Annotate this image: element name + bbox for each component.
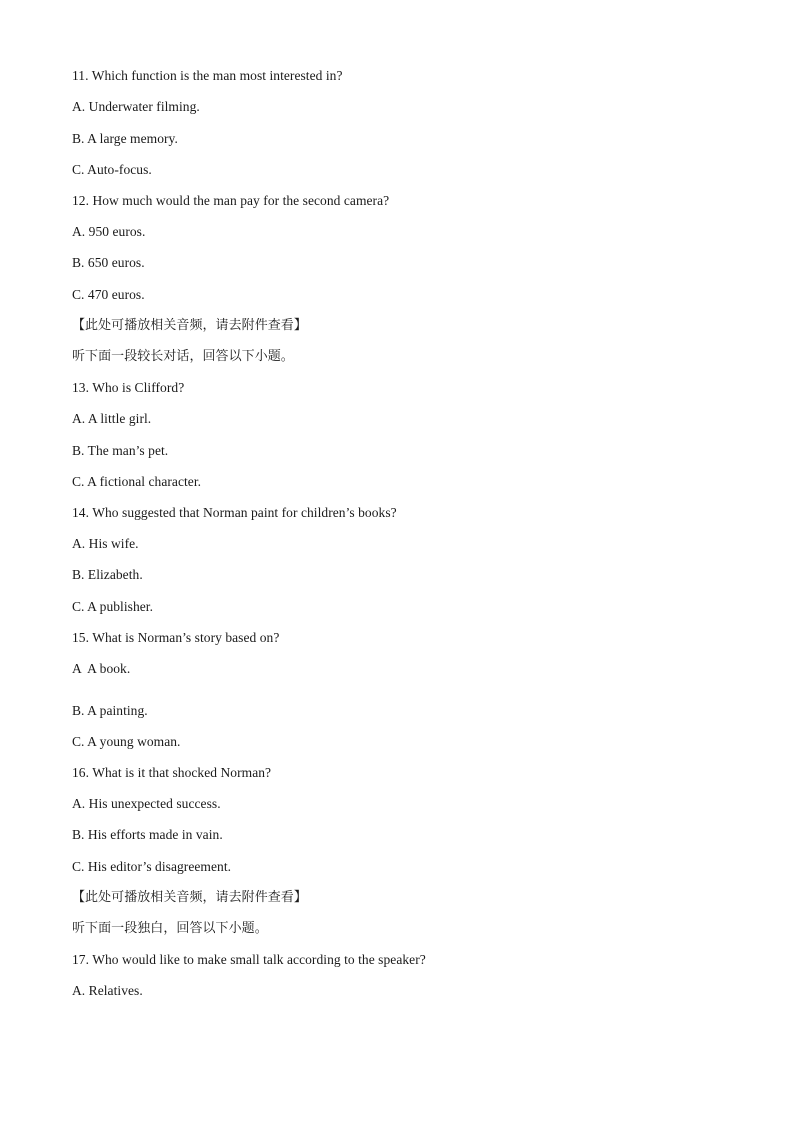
question-12: 12. How much would the man pay for the second camera? <box>72 193 390 208</box>
section-instruction: 听下面一段独白，回答以下小题。 <box>72 921 268 936</box>
question-14-option-c: C. A publisher. <box>72 599 154 614</box>
question-16-option-c: C. His editor’s disagreement. <box>72 859 232 874</box>
question-13-option-a: A. A little girl. <box>72 411 152 426</box>
question-15: 15. What is Norman’s story based on? <box>72 630 280 645</box>
question-15-option-a: A A book. <box>72 661 131 676</box>
question-17-option-a: A. Relatives. <box>72 983 143 998</box>
question-14-option-b: B. Elizabeth. <box>72 567 143 582</box>
question-11-option-b: B. A large memory. <box>72 131 178 146</box>
question-12-option-a: A. 950 euros. <box>72 224 146 239</box>
question-15-option-c: C. A young woman. <box>72 734 181 749</box>
question-14: 14. Who suggested that Norman paint for children’s books? <box>72 505 397 520</box>
question-11-option-c: C. Auto-focus. <box>72 162 152 177</box>
question-17: 17. Who would like to make small talk according to the speaker? <box>72 952 426 967</box>
question-13-option-c: C. A fictional character. <box>72 474 202 489</box>
question-12-option-b: B. 650 euros. <box>72 255 145 270</box>
question-16-option-b: B. His efforts made in vain. <box>72 827 223 842</box>
question-16-option-a: A. His unexpected success. <box>72 796 221 811</box>
question-12-option-c: C. 470 euros. <box>72 287 145 302</box>
question-15-option-b: B. A painting. <box>72 703 148 718</box>
audio-note: 【此处可播放相关音频，请去附件查看】 <box>72 890 307 905</box>
question-14-option-a: A. His wife. <box>72 536 139 551</box>
question-13-option-b: B. The man’s pet. <box>72 443 169 458</box>
question-16: 16. What is it that shocked Norman? <box>72 765 272 780</box>
question-11-option-a: A. Underwater filming. <box>72 99 200 114</box>
section-instruction: 听下面一段较长对话，回答以下小题。 <box>72 349 294 364</box>
question-11: 11. Which function is the man most interested in? <box>72 68 343 83</box>
question-13: 13. Who is Clifford? <box>72 380 185 395</box>
audio-note: 【此处可播放相关音频，请去附件查看】 <box>72 318 307 333</box>
